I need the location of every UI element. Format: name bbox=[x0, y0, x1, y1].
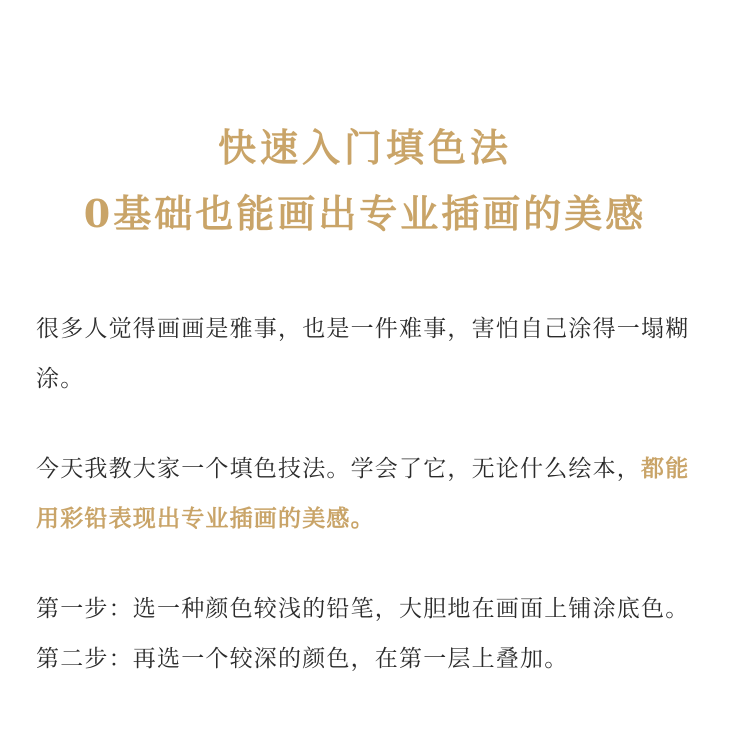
article-title bbox=[0, 118, 730, 246]
step-1: 第一步：选一种颜色较浅的铅笔，大胆地在画面上铺涂底色。 bbox=[36, 596, 690, 622]
title-line-1: 快速入门填色法 bbox=[217, 125, 512, 170]
steps-list bbox=[36, 584, 696, 684]
step-2: 第二步：再选一个较深的颜色，在第一层上叠加。 bbox=[36, 646, 569, 672]
highlight-text: 都能用彩铅表现出专业插画的美感。 bbox=[36, 456, 690, 532]
technique-text: 今天我教大家一个填色技法。学会了它，无论什么绘本， bbox=[36, 456, 641, 482]
intro-paragraph: 很多人觉得画画是雅事，也是一件难事，害怕自己涂得一塌糊涂。 bbox=[36, 316, 690, 392]
title-line-2: 0基础也能画出专业插画的美感 bbox=[83, 191, 647, 236]
technique-paragraph bbox=[36, 444, 696, 544]
